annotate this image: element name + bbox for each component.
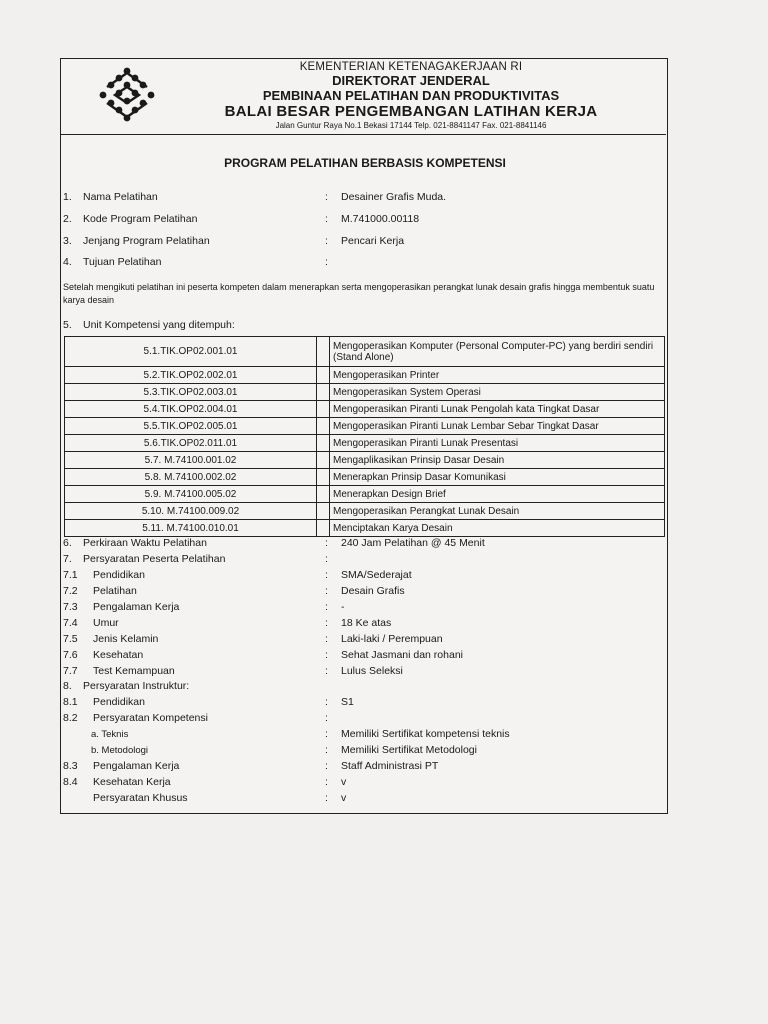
table-row [65, 401, 665, 418]
unit-name: Menerapkan Design Brief [330, 486, 665, 503]
field-number: 7.3 [63, 601, 78, 613]
unit-code: 5.1.TIK.OP02.001.01 [65, 337, 317, 367]
field-value: Memiliki Sertifikat Metodologi [341, 744, 477, 756]
field-colon: : [325, 569, 328, 581]
document-title: PROGRAM PELATIHAN BERBASIS KOMPETENSI [224, 156, 506, 170]
field-value: v [341, 792, 347, 804]
field-number: 2. [63, 213, 72, 225]
field-label: Perkiraan Waktu Pelatihan [83, 537, 207, 549]
institution-address: Jalan Guntur Raya No.1 Bekasi 17144 Telp. 021-8841147 Fax. 021-8841146 [275, 121, 547, 130]
table-row [65, 418, 665, 435]
table-spacer [317, 418, 330, 435]
field-value: 240 Jam Pelatihan @ 45 Menit [341, 537, 485, 549]
table-spacer [317, 435, 330, 452]
competency-units-table [64, 336, 665, 537]
unit-name: Mengoperasikan Perangkat Lunak Desain [330, 503, 665, 520]
field-number: 5. [63, 319, 72, 331]
unit-code: 5.10. M.74100.009.02 [65, 503, 317, 520]
unit-name: Mengoperasikan Piranti Lunak Lembar Sebar Tingkat Dasar [330, 418, 665, 435]
directorate-name: DIREKTORAT JENDERAL [332, 73, 490, 88]
unit-name: Mengoperasikan Piranti Lunak Pengolah kata Tingkat Dasar [330, 401, 665, 418]
field-colon: : [325, 712, 328, 724]
field-value: Desainer Grafis Muda. [341, 191, 447, 203]
unit-code: 5.8. M.74100.002.02 [65, 469, 317, 486]
unit-code: 5.4.TIK.OP02.004.01 [65, 401, 317, 418]
table-row [65, 435, 665, 452]
table-spacer [317, 486, 330, 503]
field-colon: : [325, 649, 328, 661]
field-colon: : [325, 792, 328, 804]
field-colon: : [325, 696, 328, 708]
unit-name: Mengaplikasikan Prinsip Dasar Desain [330, 452, 665, 469]
unit-code: 5.9. M.74100.005.02 [65, 486, 317, 503]
unit-code: 5.6.TIK.OP02.011.01 [65, 435, 317, 452]
table-row [65, 469, 665, 486]
field-label: Persyaratan Khusus [93, 792, 188, 804]
field-colon: : [325, 191, 328, 203]
table-spacer [317, 520, 330, 537]
table-row [65, 367, 665, 384]
field-value: Memiliki Sertifikat kompetensi teknis [341, 728, 510, 740]
ministry-name: KEMENTERIAN KETENAGAKERJAAN RI [299, 61, 523, 73]
table-row [65, 384, 665, 401]
field-number: 1. [63, 191, 72, 203]
field-value: M.741000.00118 [341, 213, 420, 225]
table-spacer [317, 452, 330, 469]
field-value: Desain Grafis [341, 585, 405, 597]
letterhead [61, 59, 666, 135]
field-value: Staff Administrasi PT [341, 760, 439, 772]
field-label: Persyaratan Kompetensi [93, 712, 208, 724]
field-colon: : [325, 553, 328, 565]
field-number: 3. [63, 235, 72, 247]
unit-name: Mengoperasikan System Operasi [330, 384, 665, 401]
field-value: v [341, 776, 347, 788]
field-number: 8.1 [63, 696, 78, 708]
field-label: Persyaratan Instruktur: [83, 680, 190, 692]
field-number: 8.2 [63, 712, 78, 724]
field-colon: : [325, 213, 328, 225]
field-value: Pencari Kerja [341, 235, 405, 247]
table-row [65, 452, 665, 469]
field-number: 8.4 [63, 776, 78, 788]
field-number: 7.6 [63, 649, 78, 661]
field-label: Jenis Kelamin [93, 633, 159, 645]
field-label: Tujuan Pelatihan [83, 256, 162, 268]
unit-code: 5.11. M.74100.010.01 [65, 520, 317, 537]
field-label: Unit Kompetensi yang ditempuh: [83, 319, 235, 331]
field-value: Lulus Seleksi [341, 665, 403, 677]
field-number: 7.4 [63, 617, 78, 629]
field-label: Kesehatan Kerja [93, 776, 171, 788]
unit-code: 5.2.TIK.OP02.002.01 [65, 367, 317, 384]
training-purpose-text: Setelah mengikuti pelatihan ini peserta kompeten dalam menerapkan serta mengoperasikan perangkat lunak desain grafis hingga membentuk suatu karya desain [63, 282, 655, 305]
field-label: Jenjang Program Pelatihan [83, 235, 210, 247]
table-row [65, 486, 665, 503]
table-spacer [317, 384, 330, 401]
field-label: Test Kemampuan [93, 665, 175, 677]
table-row [65, 503, 665, 520]
division-name: PEMBINAAN PELATIHAN DAN PRODUKTIVITAS [262, 88, 560, 103]
unit-name: Mengoperasikan Komputer (Personal Computer-PC) yang berdiri sendiri (Stand Alone) [330, 337, 665, 367]
field-value: S1 [341, 696, 354, 708]
letterhead-text [161, 61, 661, 131]
field-colon: : [325, 256, 328, 268]
field-number: 7.2 [63, 585, 78, 597]
field-colon: : [325, 617, 328, 629]
field-number: 7. [63, 553, 72, 565]
field-label: Kode Program Pelatihan [83, 213, 198, 225]
field-label: Pendidikan [93, 696, 145, 708]
field-colon: : [325, 633, 328, 645]
field-number: 8.3 [63, 760, 78, 772]
table-spacer [317, 367, 330, 384]
institution-name: BALAI BESAR PENGEMBANGAN LATIHAN KERJA [224, 103, 598, 120]
field-colon: : [325, 728, 328, 740]
unit-name: Menciptakan Karya Desain [330, 520, 665, 537]
field-colon: : [325, 760, 328, 772]
field-label: b. Metodologi [91, 745, 149, 756]
field-label: Kesehatan [93, 649, 144, 661]
table-row [65, 337, 665, 367]
unit-name: Menerapkan Prinsip Dasar Komunikasi [330, 469, 665, 486]
ministry-logo-icon [97, 65, 157, 125]
document-sheet [60, 58, 668, 814]
field-value: - [341, 601, 345, 613]
field-colon: : [325, 776, 328, 788]
table-spacer [317, 469, 330, 486]
field-number: 4. [63, 256, 72, 268]
unit-code: 5.5.TIK.OP02.005.01 [65, 418, 317, 435]
field-colon: : [325, 585, 328, 597]
field-label: Persyaratan Peserta Pelatihan [83, 553, 226, 565]
field-number: 7.1 [63, 569, 78, 581]
field-colon: : [325, 235, 328, 247]
table-spacer [317, 337, 330, 367]
field-label: Pengalaman Kerja [93, 760, 180, 772]
field-colon: : [325, 601, 328, 613]
field-colon: : [325, 744, 328, 756]
table-spacer [317, 503, 330, 520]
field-label: Pendidikan [93, 569, 145, 581]
field-number: 8. [63, 680, 72, 692]
unit-code: 5.3.TIK.OP02.003.01 [65, 384, 317, 401]
field-colon: : [325, 537, 328, 549]
unit-name: Mengoperasikan Printer [330, 367, 665, 384]
field-label: a. Teknis [91, 729, 129, 740]
field-value: Laki-laki / Perempuan [341, 633, 443, 645]
table-spacer [317, 401, 330, 418]
unit-code: 5.7. M.74100.001.02 [65, 452, 317, 469]
field-label: Pelatihan [93, 585, 137, 597]
unit-name: Mengoperasikan Piranti Lunak Presentasi [330, 435, 665, 452]
field-label: Umur [93, 617, 119, 629]
field-value: 18 Ke atas [341, 617, 392, 629]
field-number: 7.7 [63, 665, 78, 677]
field-number: 6. [63, 537, 72, 549]
field-label: Pengalaman Kerja [93, 601, 180, 613]
field-value: Sehat Jasmani dan rohani [341, 649, 463, 661]
field-colon: : [325, 665, 328, 677]
field-value: SMA/Sederajat [341, 569, 412, 581]
field-number: 7.5 [63, 633, 78, 645]
field-label: Nama Pelatihan [83, 191, 158, 203]
table-row [65, 520, 665, 537]
